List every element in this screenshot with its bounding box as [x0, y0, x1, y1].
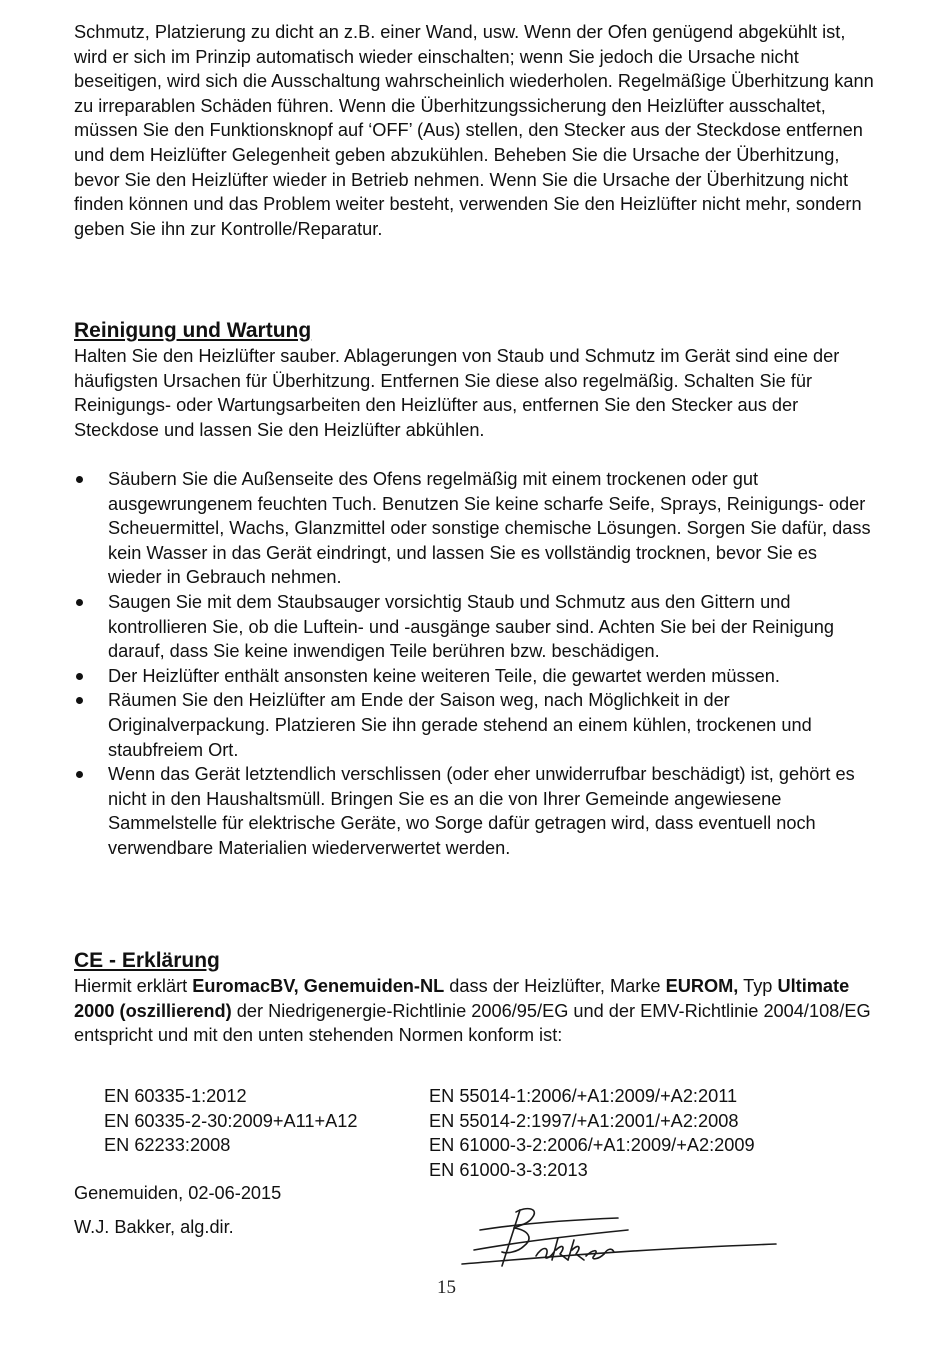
brand-name: EUROM, — [665, 976, 739, 996]
cleaning-bullet-list — [74, 467, 874, 861]
cleaning-heading: Reinigung und Wartung — [74, 319, 312, 342]
standards-list-left — [104, 1084, 357, 1158]
company-name: EuromacBV, Genemuiden-NL — [192, 976, 445, 996]
standard-item: EN 60335-2-30:2009+A11+A12 — [104, 1110, 358, 1131]
ce-declaration-heading: CE - Erklärung — [74, 949, 220, 972]
bullet-icon — [76, 599, 83, 606]
list-item-text: Der Heizlüfter enthält ansonsten keine weiteren Teile, die gewartet werden müssen. — [108, 665, 780, 686]
list-item — [74, 688, 874, 762]
standard-item: EN 55014-2:1997/+A1:2001/+A2:2008 — [429, 1110, 739, 1131]
bullet-icon — [76, 771, 83, 778]
list-item — [74, 467, 874, 590]
bullet-icon — [76, 476, 83, 483]
model-name: Ultimate 2000 (oszillierend) — [74, 976, 850, 1021]
standard-item: EN 61000-3-3:2013 — [429, 1159, 588, 1180]
signature-image — [458, 1202, 778, 1282]
overheating-paragraph: Schmutz, Platzierung zu dicht an z.B. einer Wand, usw. Wenn der Ofen genügend abgekühlt ist, wird er sich im Prinzip automatisch wieder einschalten; wenn Sie jedoch die Ursache nicht beseitigen, wird sich die Ausschaltung wahrscheinlich wiederholen. Regelmäßige Überhitzung kann zu irreparablen Schäden führen. Wenn die Überhitzungssicherung den Heizlüfter ausschaltet, müssen Sie den Funktionsknopf auf ‘OFF’ (Aus) stellen, den Stecker aus der Steckdose entfernen und dem Heizlüfter Gelegenheit geben abzukühlen. Beheben Sie die Ursache der Überhitzung, bevor Sie den Heizlüfter wieder in Betrieb nehmen. Wenn Sie die Ursache der Überhitzung nicht finden können und das Problem weiter besteht, verwenden Sie den Heizlüfter nicht mehr, sondern geben Sie ihn zur Kontrolle/Reparatur. — [74, 22, 874, 239]
signatory-name: W.J. Bakker, alg.dir. — [74, 1217, 234, 1237]
list-item — [74, 762, 874, 860]
list-item-text: Säubern Sie die Außenseite des Ofens regelmäßig mit einem trockenen oder gut ausgewrungenem feuchten Tuch. Benutzen Sie keine scharfe Seife, Sprays, Reinigungs- oder Scheuermittel, Wachs, Glanzmittel oder sonstige chemische Lösungen. Sorgen Sie dafür, dass kein Wasser in das Gerät eindringt, und lassen Sie es vollständig trocknen, bevor Sie es wieder in Gebrauch nehmen. — [108, 469, 871, 588]
ce-text-part: Hiermit erklärt — [74, 976, 193, 996]
standard-item: EN 60335-1:2012 — [104, 1086, 247, 1106]
list-item — [74, 590, 874, 664]
ce-text-part: der Niedrigenergie-Richtlinie 2006/95/EG und der EMV-Richtlinie 2004/108/EG entspricht und mit den unten stehenden Normen konform ist: — [74, 1000, 871, 1046]
list-item-text: Wenn das Gerät letztendlich verschlissen (oder eher unwiderrufbar beschädigt) ist, gehört es nicht in den Haushaltsmüll. Bringen Sie es an die von Ihrer Gemeinde angewiesene Sammelstelle für elektrische Geräte, wo Sorge dafür getragen wird, dass eventuell noch verwendbare Materialien wiederverwertet werden. — [108, 764, 855, 858]
ce-text-part: dass der Heizlüfter, Marke — [444, 976, 666, 996]
standard-item: EN 62233:2008 — [104, 1135, 231, 1156]
list-item-text: Räumen Sie den Heizlüfter am Ende der Saison weg, nach Möglichkeit in der Originalverpackung. Platzieren Sie ihn gerade stehend an einem kühlen, trockenen und staubfreiem Ort. — [108, 690, 812, 760]
standards-list-right — [429, 1084, 755, 1182]
list-item-text: Saugen Sie mit dem Staubsauger vorsichtig Staub und Schmutz aus den Gittern und kontrollieren Sie, ob die Luftein- und -ausgänge sauber sind. Achten Sie bei der Reinigung darauf, dass Sie keine inwendigen Teile berühren bzw. beschädigen. — [108, 591, 834, 662]
standard-item: EN 61000-3-2:2006/+A1:2009/+A2:2009 — [429, 1135, 755, 1156]
bullet-icon — [76, 697, 83, 704]
standard-item: EN 55014-1:2006/+A1:2009/+A2:2011 — [429, 1086, 738, 1106]
ce-text-part: Typ — [738, 976, 778, 996]
ce-declaration-paragraph — [74, 974, 874, 1048]
page-number: 15 — [437, 1277, 456, 1298]
list-item — [74, 664, 874, 689]
place-and-date: Genemuiden, 02-06-2015 — [74, 1183, 282, 1203]
bullet-icon — [76, 673, 83, 680]
cleaning-intro-paragraph: Halten Sie den Heizlüfter sauber. Ablagerungen von Staub und Schmutz im Gerät sind eine der häufigsten Ursachen für Überhitzung. Entfernen Sie diese also regelmäßig. Schalten Sie für Reinigungs- oder Wartungsarbeiten den Heizlüfter aus, entfernen Sie den Stecker aus der Steckdose und lassen Sie den Heizlüfter abkühlen. — [74, 346, 840, 440]
